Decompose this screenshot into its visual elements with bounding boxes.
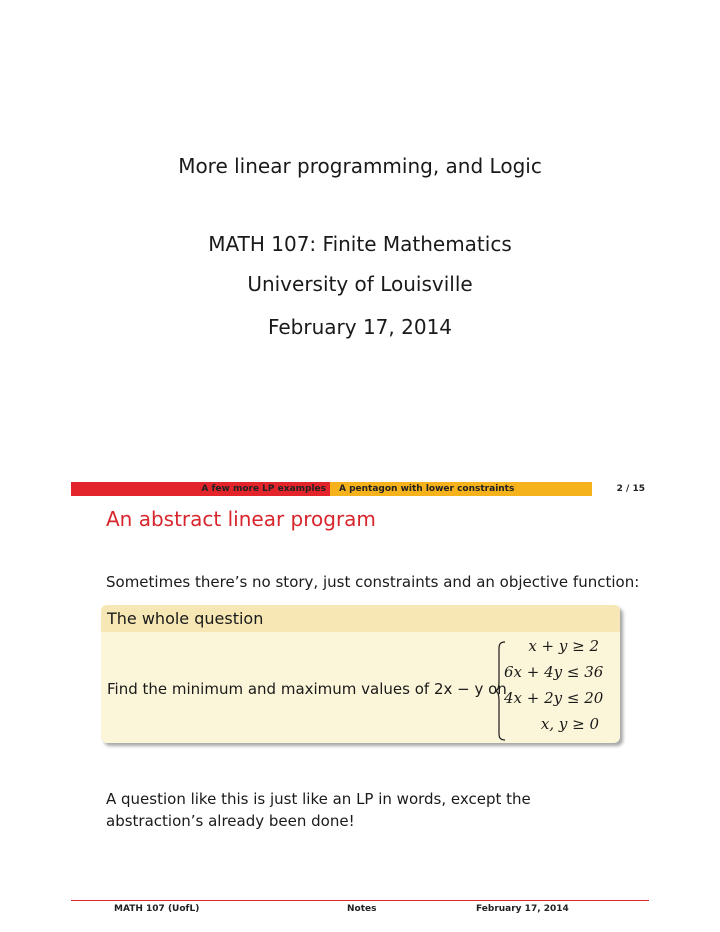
constraint-line: 4x + 2y ≤ 20 — [504, 689, 604, 707]
constraint-line: 6x + 4y ≤ 36 — [504, 663, 604, 681]
question-block — [101, 605, 620, 743]
intro-text: Sometimes there’s no story, just constraints and an objective function: — [106, 573, 640, 591]
constraint-line: x, y ≥ 0 — [540, 715, 599, 733]
presentation-date: February 17, 2014 — [267, 315, 453, 339]
block-title: The whole question — [101, 605, 620, 632]
footer-title: Notes — [347, 904, 377, 914]
page-number: 2 / 15 — [616, 484, 645, 494]
block-text: Find the minimum and maximum values of 2x − y on — [107, 680, 507, 698]
course-name: MATH 107: Finite Mathematics — [208, 232, 512, 256]
slide-title: An abstract linear program — [106, 507, 376, 531]
header-subsection[interactable]: A pentagon with lower constraints — [330, 482, 592, 496]
footer-date: February 17, 2014 — [476, 904, 569, 914]
footer-rule — [71, 900, 649, 901]
institution: University of Louisville — [247, 272, 473, 296]
footer-author: MATH 107 (UofL) — [114, 904, 200, 914]
constraint-line: x + y ≥ 2 — [528, 637, 599, 655]
header-section[interactable]: A few more LP examples — [71, 482, 330, 496]
presentation-title: More linear programming, and Logic — [178, 154, 542, 178]
outro-text: A question like this is just like an LP in words, except the abstraction’s already been done! — [106, 790, 531, 830]
